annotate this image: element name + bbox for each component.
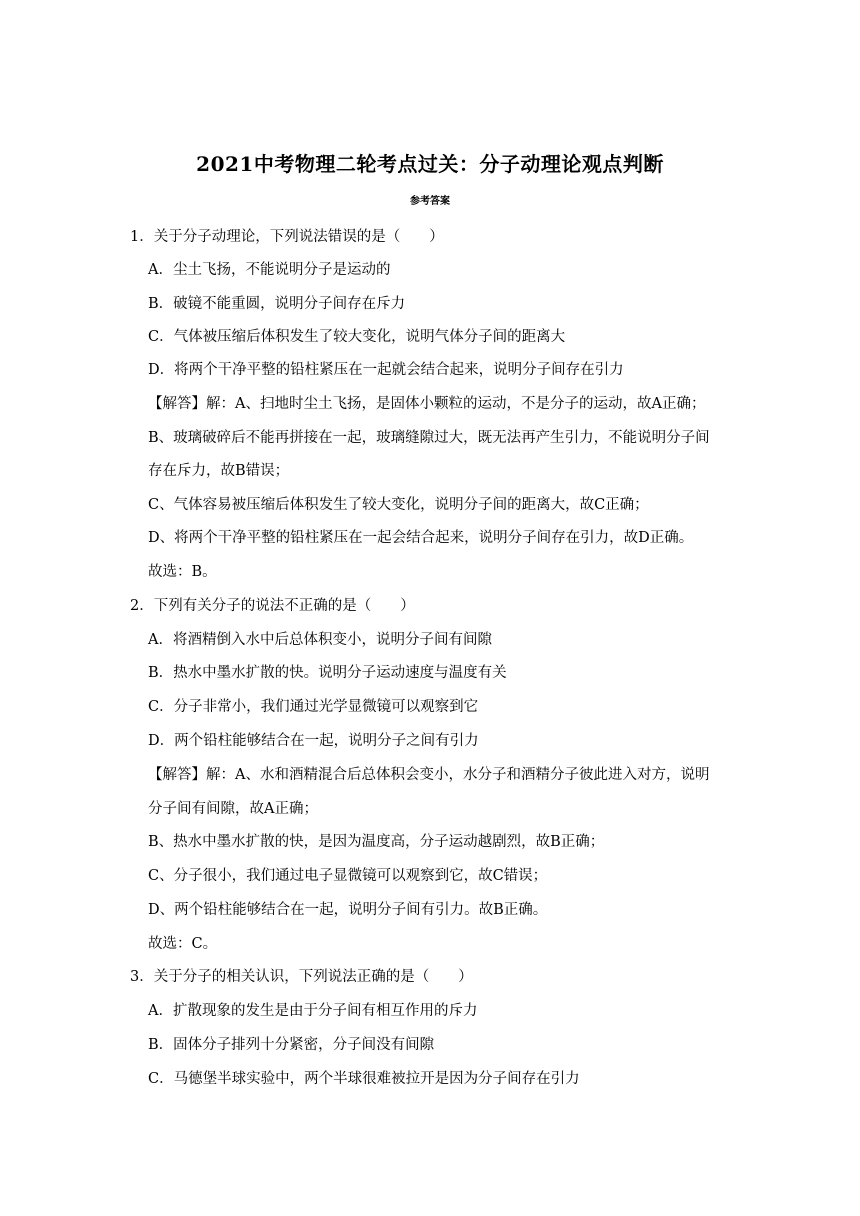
document-title: 2021中考物理二轮考点过关：分子动理论观点判断 [196, 152, 664, 176]
question-3: 3．关于分子的相关认识，下列说法正确的是（ ） [130, 969, 473, 985]
question-2-answer-line: B、热水中墨水扩散的快，是因为温度高，分子运动越剧烈，故B正确； [148, 834, 605, 850]
question-1-option-c: C．气体被压缩后体积发生了较大变化，说明气体分子间的距离大 [148, 329, 566, 345]
question-1-answer-line: 【解答】解：A、扫地时尘土飞扬，是固体小颗粒的运动，不是分子的运动，故A正确； [148, 396, 706, 412]
question-1-answer-line: D、将两个干净平整的铅柱紧压在一起会结合起来，说明分子间存在引力，故D正确。 [148, 530, 694, 546]
question-3-option-b: B．固体分子排列十分紧密，分子间没有间隙 [148, 1037, 435, 1053]
question-2-option-d: D．两个铅柱能够结合在一起，说明分子之间有引力 [148, 733, 479, 749]
question-2-answer-choice: 故选：C。 [148, 936, 218, 952]
question-2-answer-line: C、分子很小，我们通过电子显微镜可以观察到它，故C错误； [148, 868, 548, 884]
question-1-answer-line: 存在斥力，故B错误； [148, 463, 290, 479]
question-1-option-d: D．将两个干净平整的铅柱紧压在一起就会结合起来，说明分子间存在引力 [148, 362, 624, 378]
question-1-option-a: A．尘土飞扬，不能说明分子是运动的 [148, 262, 391, 278]
question-2-answer-line: D、两个铅柱能够结合在一起，说明分子间有引力。故B正确。 [148, 902, 548, 918]
question-3-option-a: A．扩散现象的发生是由于分子间有相互作用的斥力 [148, 1003, 478, 1019]
question-3-option-c: C．马德堡半球实验中，两个半球很难被拉开是因为分子间存在引力 [148, 1071, 580, 1087]
question-1-option-b: B．破镜不能重圆，说明分子间存在斥力 [148, 296, 406, 312]
question-1-answer-line: B、玻璃破碎后不能再拼接在一起，玻璃缝隙过大，既无法再产生引力，不能说明分子间 [148, 430, 710, 446]
question-1-answer-line: C、气体容易被压缩后体积发生了较大变化，说明分子间的距离大，故C正确； [148, 497, 649, 513]
question-1: 1．关于分子动理论，下列说法错误的是（ ） [130, 229, 444, 245]
question-2-answer-line: 【解答】解：A、水和酒精混合后总体积会变小，水分子和酒精分子彼此进入对方，说明 [148, 767, 710, 783]
question-2-option-c: C．分子非常小，我们通过光学显微镜可以观察到它 [148, 699, 479, 715]
question-2-option-a: A．将酒精倒入水中后总体积变小，说明分子间有间隙 [148, 632, 492, 648]
document-subtitle: 参考答案 [410, 196, 450, 207]
question-2-answer-line: 分子间有间隙，故A正确； [148, 801, 318, 817]
question-2: 2．下列有关分子的说法不正确的是（ ） [130, 598, 415, 614]
question-2-option-b: B．热水中墨水扩散的快。说明分子运动速度与温度有关 [148, 665, 507, 681]
question-1-answer-choice: 故选：B。 [148, 564, 217, 580]
